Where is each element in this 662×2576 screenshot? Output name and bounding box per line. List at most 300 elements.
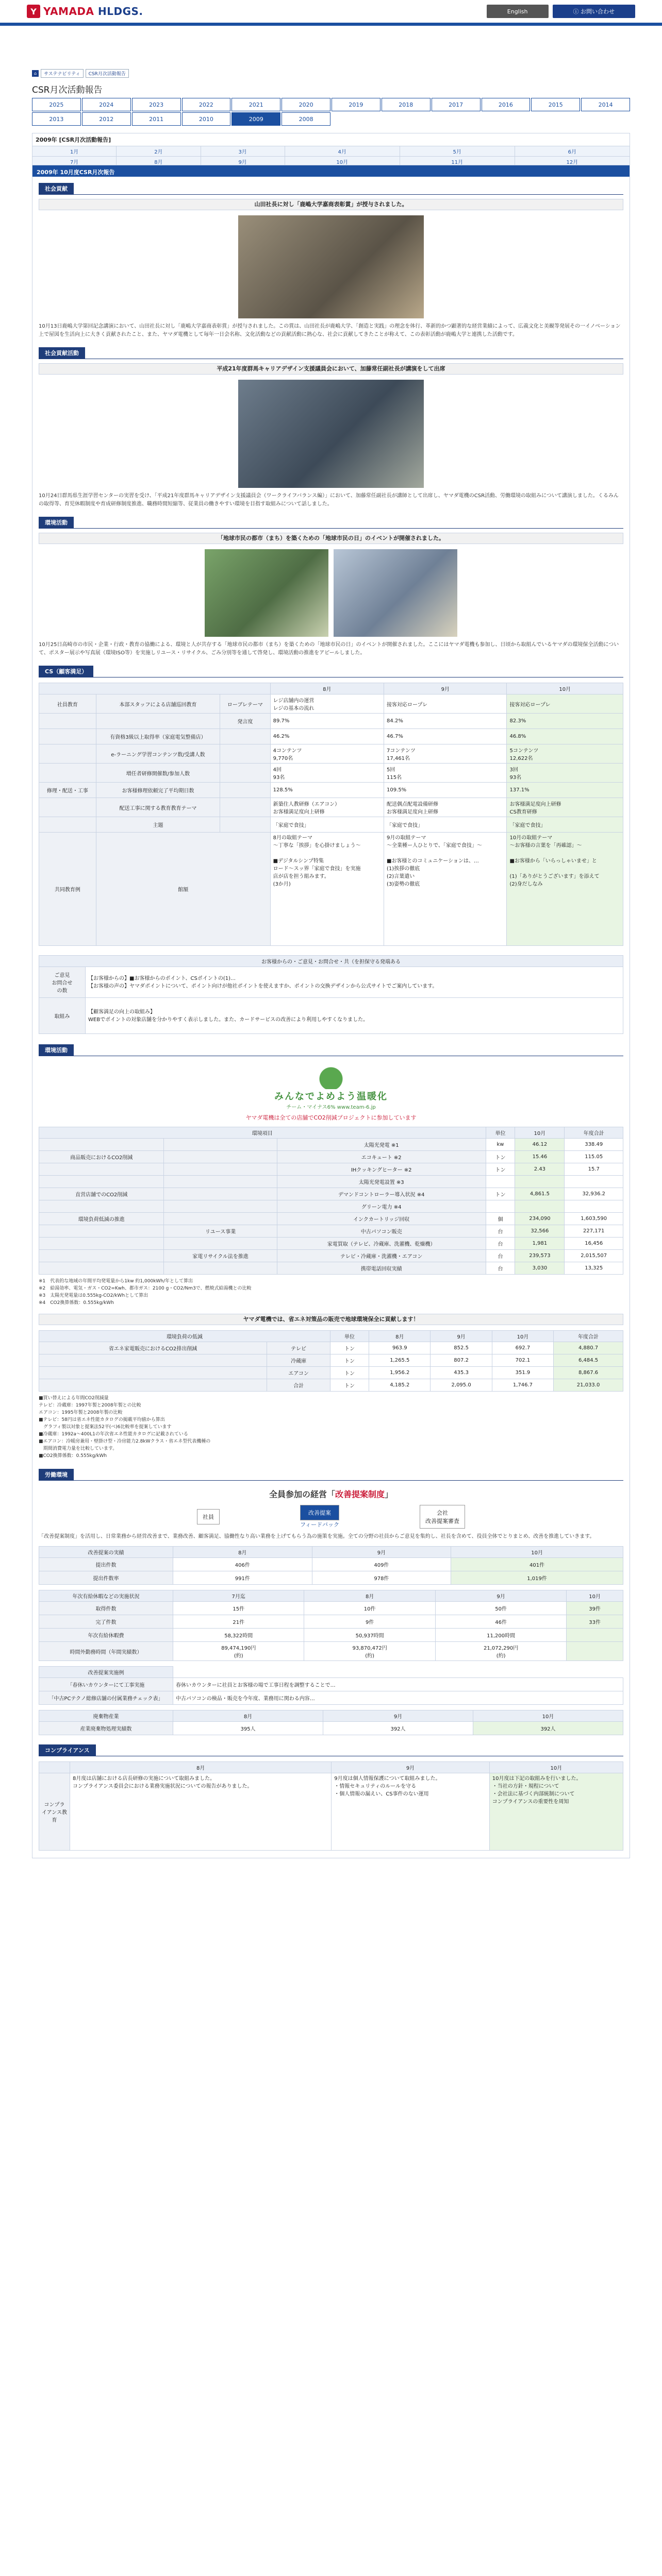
env2-col-header: 9月 [431,1331,492,1342]
year-button-2013[interactable]: 2013 [32,112,81,126]
cs-item: 有資格3級以上取得率（家庭電気整備店） [96,729,220,744]
kaizenTable-item: 提出件数率 [39,1571,173,1585]
month-link[interactable]: 2月 [117,146,201,157]
cs-value: 新築住人教研修（エアコン） お客様満足度向上研修 [270,798,384,817]
env-col-header: 10月 [515,1127,565,1139]
env-category [39,1262,164,1275]
env-category [39,1250,164,1262]
wasteTable-value: 392人 [323,1722,473,1735]
event-photo-1 [205,549,328,637]
cs-value: 109.5% [384,783,507,798]
cs-group [39,714,96,729]
section-cs: CS（顧客満足） [39,666,93,677]
year-button-2022[interactable]: 2022 [182,98,231,111]
env-subcategory [164,1200,277,1213]
leaveTable-value: 21,072,290円 (約) [435,1642,566,1661]
section3-caption: 10月25日高崎市の市民・企業・行政・教育の協働による、環境と人が共存する「地球市民の都市（まち）を築くための「地球市民の日」のイベントが開催されました。ここにはヤマダ電機も参加し、日頃から取組んでいるヤマダの環境保全活動について、ポスター展示や写真展（環境ISO等）を実施しリユース・リサイクル、ごみ分別等を通して啓発し、環境活動の推進をアピールしました。 [39,642,619,656]
env-category: 直営店舗でのCO2削減 [39,1188,164,1200]
env-month-value: 3,030 [515,1262,565,1275]
month-link[interactable]: 6月 [515,146,630,157]
diagram-feedback: フィードバック [300,1521,339,1528]
env-category [39,1139,164,1151]
leaveTable-value: 9件 [304,1615,435,1629]
year-button-2024[interactable]: 2024 [82,98,131,111]
english-button[interactable]: English [487,5,549,18]
table-row [39,1678,623,1691]
table-row [39,1571,623,1585]
env-unit: 個 [486,1213,515,1225]
env-total-value: 338.49 [565,1139,623,1151]
env-header: 環境項目 [39,1127,486,1139]
table-row [39,1642,623,1661]
env2-category [39,1354,267,1367]
table-row [39,1139,623,1151]
table-row [39,1213,623,1225]
env2-value: 4,880.7 [554,1342,623,1354]
logo-mark-icon: Y [27,5,40,18]
env-month-value [515,1200,565,1213]
env2-value: 1,956.2 [369,1367,431,1379]
kaizenTable-value: 409件 [312,1558,451,1571]
cs-value: 「家庭で食技」 [270,817,384,833]
compliance-table [39,1761,623,1851]
table-row [39,1163,623,1176]
env-unit: 台 [486,1250,515,1262]
energy-saving-table [39,1330,623,1392]
month-table [32,133,630,167]
logo-text [43,5,143,18]
eco-banner [233,1063,429,1122]
cs-item: 本部スタッフによる店舗巡回教育 [96,694,220,714]
home-icon[interactable]: ⌂ [32,70,39,77]
header-divider [0,23,662,26]
leaveTable-col-header: 9月 [435,1590,566,1602]
kaizenTable-value: 978件 [312,1571,451,1585]
env2-band: ヤマダ電機では、省エネ対策品の販売で地球環境保全に貢献します！ [39,1314,623,1325]
cs-sub: ローブレテーマ [220,694,271,714]
month-link[interactable]: 10月 [285,157,400,167]
env2-value: 6,484.5 [554,1354,623,1367]
wasteTable-col-header: 9月 [323,1710,473,1722]
leaveTable-value: 50,937時間 [304,1629,435,1642]
table-row [39,1200,623,1213]
cs-value: お客様満足度向上研修 CS教育研修 [507,798,623,817]
env-item: デマンドコントローラー導入状況 ※4 [277,1188,486,1200]
env2-value: 852.5 [431,1342,492,1354]
env-subcategory [164,1151,277,1163]
cs-item: e-ラーニング学習コンテンツ数/受講人数 [96,744,220,764]
env2-item: 冷蔵庫 [267,1354,330,1367]
event-photo-2 [334,549,457,637]
kaizen-examples-table [39,1666,623,1705]
month-link[interactable]: 4月 [285,146,400,157]
env-item: グリーン電力 ※4 [277,1200,486,1213]
month-link[interactable]: 5月 [400,146,515,157]
env-item: テレビ・冷蔵庫・洗濯機・エアコン [277,1250,486,1262]
leaveTable-value: 33件 [567,1615,623,1629]
env2-value: 807.2 [431,1354,492,1367]
eco-subtitle: チーム・マイナス6% www.team-6.jp [286,1105,376,1110]
logo-suffix: HLDGS. [94,5,143,18]
env-unit: トン [486,1188,515,1200]
cs-value: 89.7% [270,714,384,729]
table-row [39,1629,623,1642]
cs-group: 修理・配送・工事 [39,783,96,798]
year-button-2019[interactable]: 2019 [332,98,380,111]
cs-sub [220,729,271,744]
year-button-2010[interactable]: 2010 [182,112,231,126]
kaizenTable-value: 991件 [173,1571,312,1585]
leaveTable-value: 21件 [173,1615,304,1629]
env-total-value: 1,603,590 [565,1213,623,1225]
env-item: 携帯電話回収実績 [277,1262,486,1275]
cs-value: 4コンテンツ 9,770名 [270,744,384,764]
kaizenTable-value: 401件 [451,1558,623,1571]
diagram-proposal: 改善提案 [300,1505,339,1520]
table-row [39,1602,623,1615]
year-button-2016[interactable]: 2016 [482,98,531,111]
cs-col-header: 10月 [507,683,623,694]
env2-value: 21,033.0 [554,1379,623,1392]
env2-unit: トン [330,1379,369,1392]
env-month-value: 32,566 [515,1225,565,1238]
env2-value: 435.3 [431,1367,492,1379]
env-subcategory [164,1163,277,1176]
pcTable-header: 改善提案実施例 [39,1667,173,1678]
env-subcategory [164,1238,277,1250]
env2-value: 692.7 [492,1342,553,1354]
env-subcategory [164,1188,277,1200]
kaizenTable-value: 1,019件 [451,1571,623,1585]
kaizen-diagram-title: 全員参加の経営「改善提案制度」 [269,1489,393,1499]
table-row [39,833,623,946]
table-row [39,798,623,817]
cs-sub [220,817,271,833]
year-button-2017[interactable]: 2017 [432,98,481,111]
logo-brand: YAMADA [43,5,94,18]
table-row [39,1722,623,1735]
month-link[interactable]: 9月 [201,157,285,167]
env-item: 太陽光発電設置 ※3 [277,1176,486,1188]
leaveTable-item: 時間外勤務時間（年間実績数） [39,1642,173,1661]
contact-button[interactable]: ⓘ お問い合わせ [553,5,636,18]
kaizen-diagram [197,1488,465,1529]
cs-detail-label: 館額 [96,833,270,946]
env-total-value [565,1176,623,1188]
year-button-2008[interactable]: 2008 [282,112,330,126]
breadcrumb-current: CSR月次活動報告 [86,69,129,78]
cs-detail-value: 8月の取組テーマ ～丁寧な「挨拶」を心掛けましょう～ ■デジタルシンプ特集 ロード～スッ界「家庭で食技」を実施 店が店を担う組みます。 (3か月) [270,833,384,946]
env-month-value: 15.46 [515,1151,565,1163]
compliance-value: 8月度は店舗における店長研修の実施について取組みました。 コンプライアンス委員会における業務実施状況についての報告がありました。 [70,1773,332,1851]
cs-value: 82.3% [507,714,623,729]
env-col-header: 年度合計 [565,1127,623,1139]
env-total-value: 15.7 [565,1163,623,1176]
cs-value: 84.2% [384,714,507,729]
cs-detail-group: 共同教育例 [39,833,96,946]
env-category [39,1163,164,1176]
env-subcategory [164,1262,277,1275]
leaveTable-value: 93,870,472円 (約) [304,1642,435,1661]
env-subcategory: 家電リサイクル法を推進 [164,1250,277,1262]
table-row [39,1691,623,1705]
kaizenTable-header: 改善提案の実績 [39,1547,173,1558]
table-row [39,714,623,729]
cs-value: 46.7% [384,729,507,744]
wasteTable-value: 392人 [473,1722,623,1735]
cs-col-header: 9月 [384,683,507,694]
env-unit [486,1176,515,1188]
year-button-2025[interactable]: 2025 [32,98,81,111]
leaveTable-value [567,1642,623,1661]
cs-group [39,729,96,744]
cs-value: 5回 115名 [384,764,507,783]
section-environment-2: 環境活動 [39,1044,74,1056]
table-row [39,1558,623,1571]
pcTable-value: 中古パソコンの検品・販売を今年度、業務用に関わる内容… [173,1691,623,1705]
pcTable-item: 「春休いカウンターにて工事実施 [39,1678,173,1691]
lecture-photo [238,380,424,488]
year-button-2021[interactable]: 2021 [231,98,280,111]
year-button-2009[interactable]: 2009 [231,112,280,126]
cs-value: 128.5% [270,783,384,798]
section3-band: 「地球市民の都市（まち）を築くための「地球市民の日」のイベントが開催されました。 [39,533,623,544]
site-header [0,0,662,23]
compliance-label: コンプライアンス教育 [39,1773,70,1851]
table-row [39,764,623,783]
env2-col-header: 年度合計 [554,1331,623,1342]
env-item: インクカートリッジ回収 [277,1213,486,1225]
year-selector [32,98,630,126]
leaveTable-col-header: 7月迄 [173,1590,304,1602]
breadcrumb [32,69,662,77]
year-button-2011[interactable]: 2011 [132,112,181,126]
env2-value: 1,265.5 [369,1354,431,1367]
cs-value: レジ店舗内の運営 レジの基本の流れ [270,694,384,714]
report-panel [32,165,630,1858]
diagram-company: 会社 改善提案審査 [420,1505,465,1529]
cs-item: 配送工事に関する教育教育テーマ [96,798,220,817]
cs-item: お客様修理依頼完了平均期日数 [96,783,220,798]
cs-group [39,764,96,783]
table-row [39,817,623,833]
cs-value: 4回 93名 [270,764,384,783]
leaveTable-item: 年次有給休暇費 [39,1629,173,1642]
site-logo[interactable] [27,5,143,18]
pcTable-value: 春休いカウンターに社員とお客様の場で工事日程を調整することで… [173,1678,623,1691]
env-subcategory [164,1213,277,1225]
section-environment: 環境活動 [39,517,74,528]
env2-value: 2,095.0 [431,1379,492,1392]
cs-sub [220,744,271,764]
env-item: IHクッキングヒーター ※2 [277,1163,486,1176]
env-total-value: 32,936.2 [565,1188,623,1200]
pcTable-item: 「中古PCテクノ総修店舗の付属業務チェック表」 [39,1691,173,1705]
month-link[interactable]: 1月 [32,146,117,157]
cs-sub: 発言度 [220,714,271,729]
leaveTable-item: 取得件数 [39,1602,173,1615]
section-social-activities: 社会貢献活動 [39,347,85,359]
table-row [39,1354,623,1367]
env-unit: kw [486,1139,515,1151]
environment-table [39,1127,623,1275]
env-total-value: 13,325 [565,1262,623,1275]
year-button-2012[interactable]: 2012 [82,112,131,126]
kaizen-table [39,1546,623,1585]
cs-value: 3回 93名 [507,764,623,783]
cs-table [39,683,623,946]
leaveTable-value: 58,322時間 [173,1629,304,1642]
env-category [39,1225,164,1238]
env-item: 家電買取（テレビ、冷蔵庫、洗濯機、乾燥機） [277,1238,486,1250]
year-button-2018[interactable]: 2018 [382,98,431,111]
env2-value: 702.1 [492,1354,553,1367]
leaveTable-value: 10件 [304,1602,435,1615]
env-item: 太陽光発電 ※1 [277,1139,486,1151]
table-row [39,1615,623,1629]
leaveTable-item: 完了件数 [39,1615,173,1629]
env2-unit: トン [330,1354,369,1367]
env-unit: トン [486,1151,515,1163]
env2-value: 1,746.7 [492,1379,553,1392]
cs-voice-header: お客様からの・ご意見・お問合せ・共（を担保守る発端ある [39,956,623,967]
compliance-col-header: 8月 [70,1762,332,1773]
compliance-col-header: 9月 [332,1762,489,1773]
cs-value: 接客対応ロープレ [507,694,623,714]
month-link[interactable]: 12月 [515,157,630,167]
cs-value: 7コンテンツ 17,461名 [384,744,507,764]
cs-value: 配送偶点配電設備研修 お客様満足度向上研修 [384,798,507,817]
env-month-value: 1,981 [515,1238,565,1250]
month-link[interactable]: 8月 [117,157,201,167]
cs-group: 社員教育 [39,694,96,714]
year-button-2015[interactable]: 2015 [531,98,580,111]
cs-value: 接客対応ロープレ [384,694,507,714]
section2-caption: 10月24日群馬県生涯学習センターの実習を受け、「平成21年度群馬キャリアデザイン支援議員会（ワークライフバランス編）」において、加藤常任副社長が講師として出席し、ヤマダ電機のCSR活動、労働環境の取組みについて講演しました。くるみんの取得等、育児休暇制度や育成研修制度推進、職務時間短縮等、従業員の働きやすい環境を目指す取組みについて話しました。 [39,493,619,507]
year-button-2020[interactable]: 2020 [282,98,330,111]
cs-group [39,798,96,817]
kaizenTable-col-header: 9月 [312,1547,451,1558]
cs-sub [220,783,271,798]
env2-unit: トン [330,1367,369,1379]
table-row [39,1238,623,1250]
wasteTable-value: 395人 [173,1722,323,1735]
labor-caption: 「改善提案制度」を活用し、日常業務から経営改善まで、業務改善、顧客満足、協働性なり高い業務を上げてもらう為の施策を実施。全ての分野の社員からご意見を集約し、社長を含めて、役員全体でとりまとめ、改善を推進していきます。 [39,1534,595,1539]
compliance-col-header: 10月 [489,1762,623,1773]
env2-category [39,1367,267,1379]
cs-item: 主題 [96,817,220,833]
env2-category: 省エネ家電販売におけるCO2排出削減 [39,1342,267,1354]
breadcrumb-sustainability[interactable]: サステナビリティ [41,69,84,78]
cs-voice-text: 【顧客満足の向上の取組み】 WEBでポイントの対象店舗を分かりやすく表示しました。また、カードサービスの改善により利用しやすくなりました。 [86,998,623,1034]
table-row [39,1176,623,1188]
env2-header: 環境負荷の低減 [39,1331,330,1342]
env-category [39,1176,164,1188]
env-month-value: 2.43 [515,1163,565,1176]
env-category: 環境負荷低減の推進 [39,1213,164,1225]
eco-globe-icon [313,1063,349,1089]
cs-voice-label: ご意見 お問合せ の数 [39,967,86,998]
leaveTable-value [567,1629,623,1642]
env2-value: 351.9 [492,1367,553,1379]
environment-notes: ※1 代表的な地域の年間平均発電量から1kw 約1,000kWh/年として算出 ※2 給湯効率、電気・ガス・CO2=Kwh、都市ガス：2100 g・CO2/Nm3で、燃焼式給湯機との比較 ※3 太陽光発電量は0.555kg-CO2/kWhとして算出 ※4 CO2換算係数：0.555kg/kWh [39,1279,252,1306]
cs-voice-table [39,955,623,1034]
env-unit [486,1200,515,1213]
section-compliance: コンプライアンス [39,1744,96,1756]
kaizenTable-value: 406件 [173,1558,312,1571]
table-row [39,1151,623,1163]
table-row [39,1367,623,1379]
table-row [39,1342,623,1354]
env2-value: 8,867.6 [554,1367,623,1379]
section-social-contribution: 社会貢献 [39,183,74,194]
env-category [39,1238,164,1250]
table-row [39,1379,623,1392]
leave-table [39,1590,623,1661]
year-button-2023[interactable]: 2023 [132,98,181,111]
cs-voice-text: 【お客様からの】■お客様からのポイント、CSポイントの(1)… 【お客様の声の】ヤマダポイントについて、ポイント向けが他社ポイントを使えますか、ポイントの交換デザインから公式サイトでご案内しています。 [86,967,623,998]
cs-value: 「家庭で食技」 [384,817,507,833]
env-month-value: 234,090 [515,1213,565,1225]
env-item: エコキュート ※2 [277,1151,486,1163]
env-total-value: 2,015,507 [565,1250,623,1262]
award-photo [238,215,424,318]
env2-value: 4,185.2 [369,1379,431,1392]
table-row [39,729,623,744]
kaizenTable-col-header: 10月 [451,1547,623,1558]
month-link[interactable]: 3月 [201,146,285,157]
compliance-value: 9月度は個人情報保護について取組みました。 ・情報セキュリティのルールを守る ・個人情報の漏えい、CS事件のない運用 [332,1773,489,1851]
cs-value: 137.1% [507,783,623,798]
month-link[interactable]: 7月 [32,157,117,167]
wasteTable-header: 廃棄物産業 [39,1710,173,1722]
month-link[interactable]: 11月 [400,157,515,167]
env-total-value: 227,171 [565,1225,623,1238]
cs-sub [220,764,271,783]
compliance-value: 10月度は下記の取組みを行いました。 ・当社の方針・規程について ・会社法に基づく内部統制について コンプライアンスの重要性を周知 [489,1773,623,1851]
env2-item: エアコン [267,1367,330,1379]
leaveTable-col-header: 10月 [567,1590,623,1602]
kaizenTable-item: 提出件数 [39,1558,173,1571]
env2-category [39,1379,267,1392]
leaveTable-value: 46件 [435,1615,566,1629]
diagram-staff: 社員 [197,1509,220,1524]
env2-col-header: 8月 [369,1331,431,1342]
report-title: 2009年 10月度CSR月次報告 [32,165,630,177]
table-row [39,1225,623,1238]
cs-header-blank [39,683,271,694]
year-button-2014[interactable]: 2014 [581,98,630,111]
leaveTable-col-header: 8月 [304,1590,435,1602]
leaveTable-value: 89,474,190円 (約) [173,1642,304,1661]
env2-unit: トン [330,1342,369,1354]
env-category: 商品販売におけるCO2削減 [39,1151,164,1163]
cs-sub [220,798,271,817]
env2-value: 963.9 [369,1342,431,1354]
compliance-header-blank [39,1762,70,1773]
section1-band: 山田社長に対し「鹿嶋大学嘉商表彰賞」が授与されました。 [39,199,623,210]
table-row [39,783,623,798]
cs-value: 5コンテンツ 12,622名 [507,744,623,764]
env-month-value: 4,861.5 [515,1188,565,1200]
leaveTable-value: 11,200時間 [435,1629,566,1642]
wasteTable-item: 産業廃棄物処理実績数 [39,1722,173,1735]
section-labor: 労働環境 [39,1469,74,1480]
cs-group [39,744,96,764]
cs-voice-label: 取組み [39,998,86,1034]
cs-value: 46.8% [507,729,623,744]
cs-item [96,714,220,729]
